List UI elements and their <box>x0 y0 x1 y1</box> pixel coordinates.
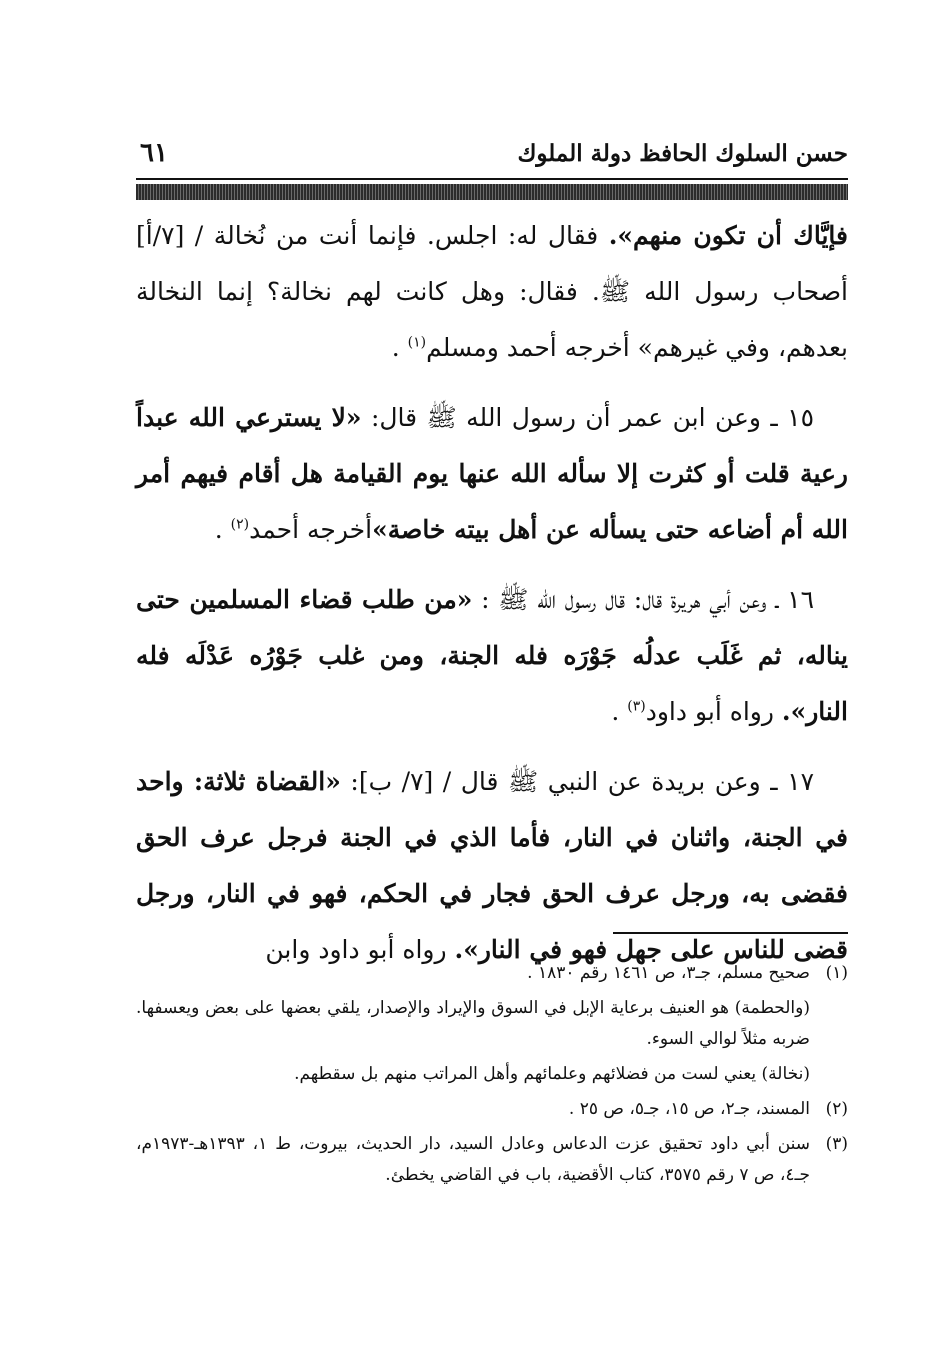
footnote-text: المسند، جـ٢، ص ١٥، جـ٥، ص ٢٥ . <box>568 1099 810 1119</box>
footnote-text: صحيح مسلم، جـ٣، ص ١٤٦١ رقم ١٨٣٠ . <box>527 963 810 983</box>
footnote-mark: (٢) <box>825 1099 848 1119</box>
hadith-quote: فإيَّاك أن تكون منهم». <box>608 221 848 250</box>
footnote-ref: (١) <box>407 334 427 351</box>
narration-text: ١٧ ـ وعن بريدة عن النبي ﷺ قال / [٧/ ب]: <box>340 767 814 796</box>
paragraph-3 <box>136 572 848 740</box>
page-header <box>136 136 848 178</box>
paragraph-end: . <box>611 697 628 726</box>
body-text <box>136 208 848 992</box>
running-title: حسن السلوك الحافظ دولة الملوك <box>517 140 848 167</box>
narration-text: ١٦ ـ وعن أبي هريرة قال: قال رسول الله ﷺ : <box>472 585 814 614</box>
paragraph-4 <box>136 754 848 978</box>
hadith-quote: «القضاة ثلاثة: واحد في الجنة، واثنان في النار، فأما الذي في الجنة فرجل عرف الحق فقضى به، ورجل عرف الحق فجار في الحكم، فهو في النار، ورجل قضى للناس على جهل فهو في النار». <box>136 767 848 964</box>
footnote-2 <box>136 1094 848 1125</box>
source-text: رواه أبو داود وابن <box>265 935 455 964</box>
footnote-ref: (٢) <box>230 516 250 533</box>
footnotes <box>136 958 848 1195</box>
header-band <box>136 184 848 200</box>
hadith-quote: «لا يسترعي الله عبداً رعية قلت أو كثرت إلا سأله الله عنها يوم القيامة هل أقام فيهم أمر الله أم أضاعه حتى يسأله عن أهل بيته خاصة» <box>136 403 848 544</box>
footnote-3 <box>136 1129 848 1191</box>
paragraph-1 <box>136 208 848 376</box>
paragraph-end: . <box>391 333 408 362</box>
footnote-rule <box>613 932 848 934</box>
footnote-ref: (٣) <box>627 698 646 715</box>
paragraph-2 <box>136 390 848 558</box>
footnote-text: سنن أبي داود تحقيق عزت الدعاس وعادل السيد، دار الحديث، بيروت، ط ١، ١٣٩٣هـ-١٩٧٣م، جـ٤، ص ٧ رقم ٣٥٧٥، كتاب الأقضية، باب في القاضي يخطئ. <box>136 1134 811 1185</box>
paragraph-end: . <box>214 515 231 544</box>
source-text: أخرجه أحمد <box>249 515 373 544</box>
source-text: رواه أبو داود <box>645 697 782 726</box>
header-rule <box>136 178 848 180</box>
footnote-mark: (١) <box>825 963 848 983</box>
footnote-1-note-hatma: (والحطمة) هو العنيف برعاية الإبل في السوق والإيراد والإصدار، يلقي بعضها على بعض ويعسفها. ضربه مثلاً لوالي السوء. <box>136 998 810 1049</box>
hadith-quote: «من طلب قضاء المسلمين حتى يناله، ثم غَلَب عدلُه جَوْرَه فله الجنة، ومن غلب جَوْرُه عَدْلَه فله النار». <box>136 585 848 726</box>
footnote-mark: (٣) <box>825 1134 848 1154</box>
narration-text: فقال له: اجلس. فإنما أنت من نُخالة / [٧/أ] أصحاب رسول الله ﷺ. فقال: وهل كانت لهم نخالة؟ إنما النخالة بعدهم، وفي غيرهم» أخرجه أحمد ومسلم <box>136 221 848 362</box>
footnote-1 <box>136 958 848 989</box>
footnote-1-note-nukhala: (نخالة) يعني لست من فضلائهم وعلمائهم وأهل المراتب منهم بل سقطهم. <box>294 1064 810 1084</box>
page-number: ٦١ <box>140 138 168 168</box>
narration-text: ١٥ ـ وعن ابن عمر أن رسول الله ﷺ قال: <box>361 403 814 432</box>
